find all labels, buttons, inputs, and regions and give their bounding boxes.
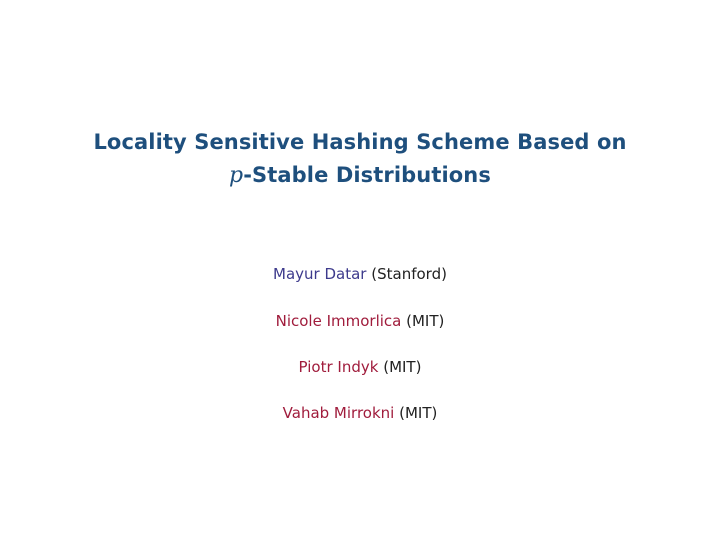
author-name: Mayur Datar	[273, 265, 367, 283]
slide-title-line-1	[0, 127, 720, 157]
author-line	[0, 264, 720, 284]
slide-title-line-2	[0, 160, 720, 191]
title-text-line-1: Locality Sensitive Hashing Scheme Based on	[93, 130, 627, 154]
author-line	[0, 311, 720, 331]
author-name: Piotr Indyk	[298, 358, 379, 376]
author-affiliation: (Stanford)	[371, 265, 447, 283]
title-math-variable: p	[229, 163, 244, 188]
author-affiliation: (MIT)	[399, 404, 438, 422]
author-line	[0, 403, 720, 423]
author-affiliation: (MIT)	[383, 358, 422, 376]
author-name: Vahab Mirrokni	[282, 404, 395, 422]
title-text-line-2: -Stable Distributions	[243, 163, 491, 187]
author-affiliation: (MIT)	[406, 312, 445, 330]
author-line	[0, 357, 720, 377]
author-name: Nicole Immorlica	[275, 312, 402, 330]
